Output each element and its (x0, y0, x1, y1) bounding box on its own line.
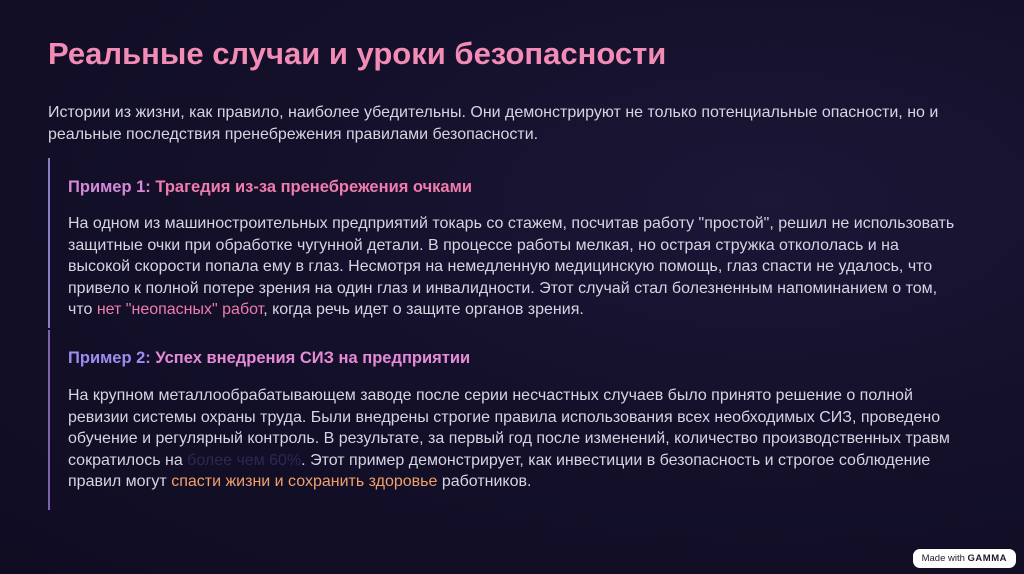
example-2-highlight: более чем 60% (187, 451, 302, 469)
example-2-highlight-2: спасти жизни и сохранить здоровье (171, 473, 438, 490)
intro-paragraph: Истории из жизни, как правило, наиболее убедительны. Они демонстрируют не только потенциальные опасности, но и реальные последствия пренебрежения правилами безопасности. (48, 104, 939, 143)
gamma-logo: GAMMA (967, 553, 1007, 564)
example-1-heading (68, 176, 960, 198)
badge-prefix: Made with (921, 553, 965, 564)
slide-title: Реальные случаи и уроки безопасности (48, 36, 667, 71)
example-2-text (68, 385, 960, 493)
example-2-block (48, 330, 960, 510)
made-with-gamma-badge[interactable] (913, 549, 1016, 568)
example-2-prefix: Пример 2: (68, 349, 151, 367)
example-1-block (48, 158, 960, 328)
example-1-text-before: На одном из машиностроительных предприятий токарь со стажем, посчитав работу "простой", решил не использовать защитные очки при обработке чугунной детали. В процессе работы мелкая, но острая стружка откололась и на высокой скорости попала ему в глаз. Несмотря на немедленную медицинскую помощь, глаз спасти не удалось, что привело к полной потере зрения на один глаз и инвалидности. Этот случай стал болезненным напоминанием о том, что (68, 215, 955, 318)
example-1-highlight: нет "неопасных" работ (96, 301, 264, 318)
example-1-prefix: Пример 1: (68, 178, 151, 196)
example-2-heading (68, 347, 960, 369)
example-2-text-middle: . Этот пример демонстрирует, как инвестиции в безопасность и строгое соблюдение правил могут (68, 451, 931, 490)
example-2-text-after: работников. (437, 473, 532, 490)
example-2-topic: Успех внедрения СИЗ на предприятии (155, 349, 471, 367)
example-2-text-before: На крупном металлообрабатывающем заводе после серии несчастных случаев было принято решение о полной ревизии системы охраны труда. Были внедрены строгие правила использования всех необходимых СИЗ, проведено обучение и регулярный контроль. В результате, за первый год после изменений, количество производственных травм сократилось на (68, 387, 950, 469)
example-1-text-after: , когда речь идет о защите органов зрения. (263, 301, 584, 318)
example-1-text (68, 213, 960, 321)
example-1-topic: Трагедия из-за пренебрежения очками (155, 178, 472, 196)
